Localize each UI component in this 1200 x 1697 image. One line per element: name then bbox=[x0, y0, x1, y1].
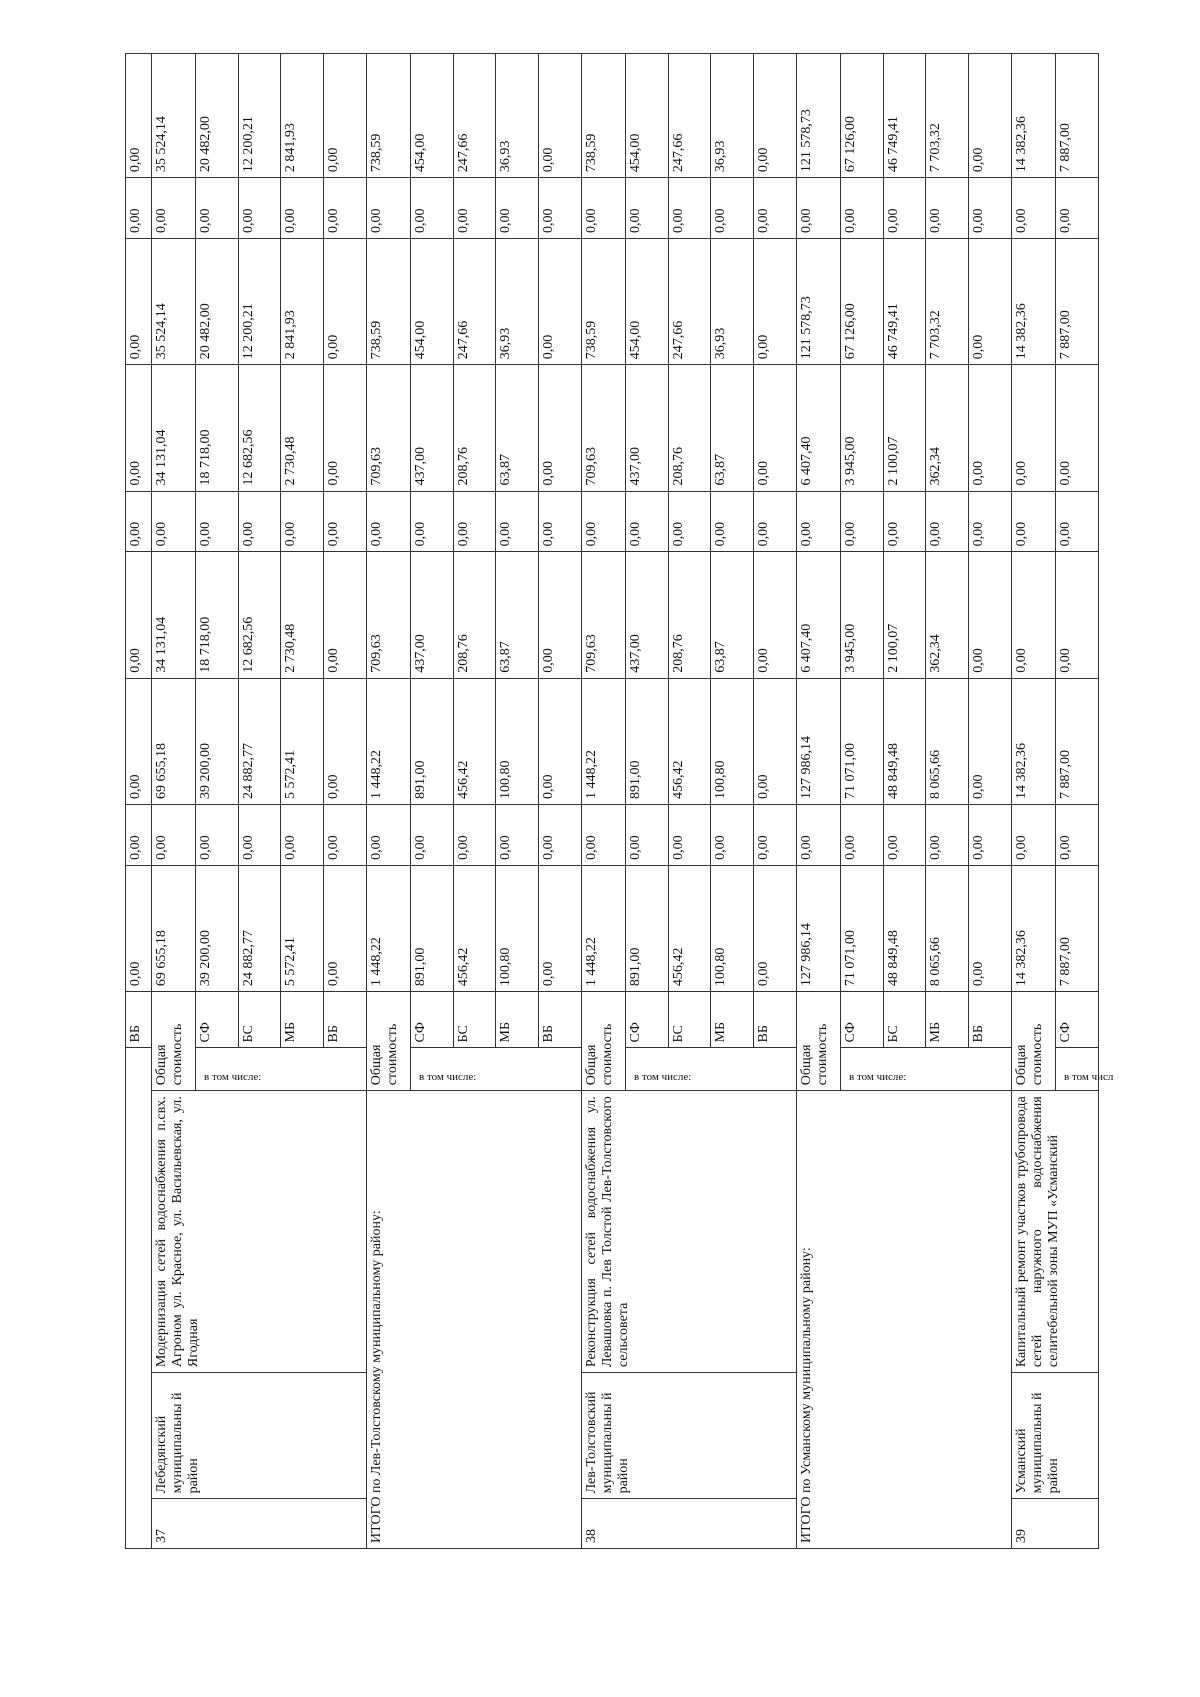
source-cell: БС bbox=[238, 992, 281, 1048]
itogo_lev-value-cell: 0,00 bbox=[539, 491, 582, 552]
row37-value-cell: 0,00 bbox=[323, 365, 366, 491]
row37-value-cell: 0,00 bbox=[238, 491, 281, 552]
including-label-cell bbox=[411, 1048, 581, 1091]
itogo_lev-value-cell: 1 448,22 bbox=[366, 865, 411, 991]
itogo_lev-value-cell: 247,66 bbox=[453, 54, 496, 178]
source-cell: БС bbox=[883, 992, 926, 1048]
prev-blank-cell bbox=[126, 1048, 152, 1549]
row37-value-cell: 35 524,14 bbox=[151, 54, 196, 178]
row38-value-cell: 0,00 bbox=[754, 178, 797, 239]
total-cost-label: Общая стоимость bbox=[1011, 992, 1056, 1091]
itogo_lev-value-cell: 63,87 bbox=[496, 552, 539, 678]
prev-value-cell: 0,00 bbox=[126, 365, 152, 491]
row37-value-cell: 2 730,48 bbox=[281, 552, 324, 678]
row38-value-cell: 0,00 bbox=[754, 804, 797, 865]
row37-value-cell: 0,00 bbox=[323, 804, 366, 865]
row38-value-cell: 0,00 bbox=[754, 365, 797, 491]
row39-value-cell: 14 382,36 bbox=[1011, 678, 1056, 804]
itogo_usman-value-cell: 46 749,41 bbox=[883, 239, 926, 365]
row39-value-cell: 7 887,00 bbox=[1056, 678, 1099, 804]
row38-value-cell: 247,66 bbox=[668, 54, 711, 178]
itogo_usman-value-cell: 2 100,07 bbox=[883, 365, 926, 491]
row37-value-cell: 12 200,21 bbox=[238, 239, 281, 365]
district-name: Усманский муниципальны й район bbox=[1011, 1373, 1098, 1499]
itogo_lev-value-cell: 0,00 bbox=[366, 491, 411, 552]
source-cell: ВБ bbox=[969, 992, 1012, 1048]
row38-value-cell: 0,00 bbox=[626, 804, 669, 865]
including-label-cell bbox=[1056, 1048, 1114, 1091]
itogo_lev-value-cell: 0,00 bbox=[366, 178, 411, 239]
row37-value-cell: 0,00 bbox=[238, 804, 281, 865]
table-body bbox=[126, 54, 1114, 1549]
row38-value-cell: 0,00 bbox=[711, 804, 754, 865]
row37-value-cell: 0,00 bbox=[323, 54, 366, 178]
row39-value-cell: 0,00 bbox=[1056, 178, 1099, 239]
itogo_lev-value-cell: 1 448,22 bbox=[366, 678, 411, 804]
itogo_lev-value-cell: 208,76 bbox=[453, 552, 496, 678]
source-cell: МБ bbox=[926, 992, 969, 1048]
prev-value-cell: 0,00 bbox=[126, 865, 152, 991]
row37-value-cell: 5 572,41 bbox=[281, 865, 324, 991]
itogo_lev-value-cell: 709,63 bbox=[366, 365, 411, 491]
itogo_usman-value-cell: 3 945,00 bbox=[841, 552, 884, 678]
itogo_lev-value-cell: 0,00 bbox=[539, 365, 582, 491]
itogo_usman-value-cell: 0,00 bbox=[969, 365, 1012, 491]
row37-value-cell: 2 841,93 bbox=[281, 239, 324, 365]
district-name: Лев-Толстовский муниципальны й район bbox=[581, 1373, 796, 1499]
prev-value-cell: 0,00 bbox=[126, 552, 152, 678]
source-cell: БС bbox=[668, 992, 711, 1048]
row38-value-cell: 247,66 bbox=[668, 239, 711, 365]
total-cost-label: Общая стоимость bbox=[151, 992, 196, 1091]
row37-value-cell: 0,00 bbox=[196, 178, 239, 239]
itogo_usman-value-cell: 127 986,14 bbox=[796, 678, 841, 804]
row39-value-cell: 7 887,00 bbox=[1056, 54, 1099, 178]
itogo_lev-value-cell: 456,42 bbox=[453, 678, 496, 804]
prev-value-cell: 0,00 bbox=[126, 239, 152, 365]
row38-value-cell: 709,63 bbox=[581, 365, 626, 491]
itogo_lev-value-cell: 0,00 bbox=[411, 804, 454, 865]
row38-value-cell: 891,00 bbox=[626, 865, 669, 991]
row38-value-cell: 738,59 bbox=[581, 54, 626, 178]
row38-total-row bbox=[581, 54, 626, 1549]
itogo_usman-value-cell: 121 578,73 bbox=[796, 239, 841, 365]
source-cell: ВБ bbox=[754, 992, 797, 1048]
row39-value-cell: 14 382,36 bbox=[1011, 865, 1056, 991]
row39-value-cell: 7 887,00 bbox=[1056, 239, 1099, 365]
itogo_lev-value-cell: 891,00 bbox=[411, 678, 454, 804]
itogo_usman-value-cell: 7 703,32 bbox=[926, 54, 969, 178]
source-cell: СФ bbox=[626, 992, 669, 1048]
row38-value-cell: 63,87 bbox=[711, 552, 754, 678]
row39-value-cell: 0,00 bbox=[1011, 178, 1056, 239]
itogo_lev-value-cell: 437,00 bbox=[411, 552, 454, 678]
row37-value-cell: 12 682,56 bbox=[238, 552, 281, 678]
itogo_lev-value-cell: 738,59 bbox=[366, 54, 411, 178]
source-cell: МБ bbox=[281, 992, 324, 1048]
including-label: в том числе: bbox=[419, 1071, 477, 1084]
row39-value-cell: 7 887,00 bbox=[1056, 865, 1099, 991]
row37-value-cell: 34 131,04 bbox=[151, 552, 196, 678]
row38-value-cell: 63,87 bbox=[711, 365, 754, 491]
total-cost-label: Общая стоимость bbox=[796, 992, 841, 1091]
row37-value-cell: 12 200,21 bbox=[238, 54, 281, 178]
itogo_usman-value-cell: 48 849,48 bbox=[883, 678, 926, 804]
itogo_lev-value-cell: 100,80 bbox=[496, 678, 539, 804]
row37-value-cell: 12 682,56 bbox=[238, 365, 281, 491]
prev-value-cell: 0,00 bbox=[126, 54, 152, 178]
row38-value-cell: 1 448,22 bbox=[581, 865, 626, 991]
itogo_usman-value-cell: 362,34 bbox=[926, 552, 969, 678]
item-number: 38 bbox=[581, 1499, 796, 1549]
itogo_lev-value-cell: 0,00 bbox=[366, 804, 411, 865]
row37-value-cell: 5 572,41 bbox=[281, 678, 324, 804]
source-cell: БС bbox=[453, 992, 496, 1048]
row38-value-cell: 0,00 bbox=[754, 491, 797, 552]
itogo_lev-value-cell: 454,00 bbox=[411, 54, 454, 178]
object-description: Реконструкция сетей водоснабжения ул. Левашовка п. Лев Толстой Лев-Толстовского сельсовета bbox=[581, 1091, 796, 1373]
row37-value-cell: 0,00 bbox=[323, 178, 366, 239]
object-description: Капитальный ремонт участков трубопровода сетей наружного водоснабжения селитебельной зоны МУП «Усманский bbox=[1011, 1091, 1098, 1373]
row39-value-cell: 0,00 bbox=[1011, 552, 1056, 678]
itogo_lev-value-cell: 0,00 bbox=[411, 178, 454, 239]
itogo_lev-value-cell: 0,00 bbox=[539, 54, 582, 178]
row37-value-cell: 18 718,00 bbox=[196, 365, 239, 491]
row37-value-cell: 69 655,18 bbox=[151, 678, 196, 804]
itogo_lev-value-cell: 63,87 bbox=[496, 365, 539, 491]
row37-value-cell: 24 882,77 bbox=[238, 865, 281, 991]
itogo_lev-value-cell: 208,76 bbox=[453, 365, 496, 491]
row39-value-cell: 0,00 bbox=[1056, 552, 1099, 678]
itogo_lev-value-cell: 0,00 bbox=[453, 178, 496, 239]
row37-value-cell: 0,00 bbox=[196, 491, 239, 552]
including-label-cell bbox=[841, 1048, 1011, 1091]
row37-value-cell: 0,00 bbox=[281, 804, 324, 865]
itogo_lev-total-row bbox=[366, 54, 411, 1549]
row38-value-cell: 0,00 bbox=[668, 491, 711, 552]
itogo_usman-value-cell: 0,00 bbox=[796, 491, 841, 552]
row38-value-cell: 0,00 bbox=[754, 239, 797, 365]
itogo_usman-total-row bbox=[796, 54, 841, 1549]
row37-value-cell: 39 200,00 bbox=[196, 678, 239, 804]
row38-value-cell: 891,00 bbox=[626, 678, 669, 804]
row37-value-cell: 0,00 bbox=[238, 178, 281, 239]
total-cost-label: Общая стоимость bbox=[581, 992, 626, 1091]
row37-value-cell: 20 482,00 bbox=[196, 54, 239, 178]
prev-value-cell: 0,00 bbox=[126, 804, 152, 865]
row39-value-cell: 14 382,36 bbox=[1011, 54, 1056, 178]
itogo_usman-value-cell: 0,00 bbox=[969, 491, 1012, 552]
row37-value-cell: 18 718,00 bbox=[196, 552, 239, 678]
itogo_usman-value-cell: 0,00 bbox=[841, 804, 884, 865]
source-cell: СФ bbox=[1056, 992, 1099, 1048]
itogo_usman-value-cell: 48 849,48 bbox=[883, 865, 926, 991]
itogo_usman-value-cell: 0,00 bbox=[883, 804, 926, 865]
row38-value-cell: 454,00 bbox=[626, 239, 669, 365]
row39-value-cell: 0,00 bbox=[1056, 491, 1099, 552]
prev-value-cell: 0,00 bbox=[126, 678, 152, 804]
itogo_usman-value-cell: 0,00 bbox=[969, 678, 1012, 804]
source-cell: ВБ bbox=[539, 992, 582, 1048]
itogo_lev-value-cell: 0,00 bbox=[539, 239, 582, 365]
row37-value-cell: 0,00 bbox=[281, 178, 324, 239]
row37-value-cell: 0,00 bbox=[151, 804, 196, 865]
row37-value-cell: 0,00 bbox=[323, 239, 366, 365]
itogo_lev-value-cell: 456,42 bbox=[453, 865, 496, 991]
row38-value-cell: 0,00 bbox=[711, 178, 754, 239]
itogo_lev-value-cell: 247,66 bbox=[453, 239, 496, 365]
rotated-table-frame bbox=[125, 53, 1114, 1549]
itogo_usman-value-cell: 8 065,66 bbox=[926, 678, 969, 804]
itogo_lev-value-cell: 437,00 bbox=[411, 365, 454, 491]
row38-value-cell: 0,00 bbox=[754, 552, 797, 678]
source-cell: ВБ bbox=[323, 992, 366, 1048]
object-description: Модернизация сетей водоснабжения п.свх. Агроном ул. Красное, ул. Васильевская, ул. Ягодная bbox=[151, 1091, 366, 1373]
itogo_usman-value-cell: 46 749,41 bbox=[883, 54, 926, 178]
row38-value-cell: 0,00 bbox=[754, 678, 797, 804]
itogo_usman-value-cell: 0,00 bbox=[926, 178, 969, 239]
itogo_usman-value-cell: 67 126,00 bbox=[841, 239, 884, 365]
itogo_usman-value-cell: 0,00 bbox=[969, 804, 1012, 865]
source-cell: МБ bbox=[711, 992, 754, 1048]
row37-value-cell: 35 524,14 bbox=[151, 239, 196, 365]
itogo_usman-value-cell: 0,00 bbox=[969, 865, 1012, 991]
row39-value-cell: 0,00 bbox=[1011, 365, 1056, 491]
item-number: 37 bbox=[151, 1499, 366, 1549]
item-number: 39 bbox=[1011, 1499, 1098, 1549]
itogo_lev-value-cell: 0,00 bbox=[411, 491, 454, 552]
row38-value-cell: 36,93 bbox=[711, 239, 754, 365]
itogo_lev-value-cell: 0,00 bbox=[539, 552, 582, 678]
itogo_usman-value-cell: 0,00 bbox=[883, 178, 926, 239]
row37-value-cell: 0,00 bbox=[323, 552, 366, 678]
row37-value-cell: 69 655,18 bbox=[151, 865, 196, 991]
row38-value-cell: 100,80 bbox=[711, 865, 754, 991]
itogo_usman-value-cell: 0,00 bbox=[796, 178, 841, 239]
including-label: в том числе: bbox=[204, 1071, 262, 1084]
row38-value-cell: 0,00 bbox=[711, 491, 754, 552]
row38-value-cell: 0,00 bbox=[581, 804, 626, 865]
itogo_lev-value-cell: 0,00 bbox=[496, 804, 539, 865]
itogo_usman-value-cell: 127 986,14 bbox=[796, 865, 841, 991]
source-cell: СФ bbox=[411, 992, 454, 1048]
itogo_usman-value-cell: 0,00 bbox=[841, 178, 884, 239]
row37-value-cell: 0,00 bbox=[196, 804, 239, 865]
row38-value-cell: 456,42 bbox=[668, 865, 711, 991]
row37-value-cell: 0,00 bbox=[323, 491, 366, 552]
row37-value-cell: 2 841,93 bbox=[281, 54, 324, 178]
itogo_lev-value-cell: 36,93 bbox=[496, 239, 539, 365]
row38-value-cell: 454,00 bbox=[626, 54, 669, 178]
row37-total-row bbox=[151, 54, 196, 1549]
including-label: в том числе: bbox=[634, 1071, 692, 1084]
source-cell: СФ bbox=[196, 992, 239, 1048]
itogo_lev-value-cell: 36,93 bbox=[496, 54, 539, 178]
row38-value-cell: 0,00 bbox=[626, 491, 669, 552]
row39-total-row bbox=[1011, 54, 1056, 1549]
row37-value-cell: 34 131,04 bbox=[151, 365, 196, 491]
row37-value-cell: 24 882,77 bbox=[238, 678, 281, 804]
itogo_usman-value-cell: 3 945,00 bbox=[841, 365, 884, 491]
row38-value-cell: 208,76 bbox=[668, 552, 711, 678]
row38-value-cell: 0,00 bbox=[668, 804, 711, 865]
row38-value-cell: 437,00 bbox=[626, 365, 669, 491]
district-name: Лебедянский муниципальны й район bbox=[151, 1373, 366, 1499]
itogo_usman-value-cell: 121 578,73 bbox=[796, 54, 841, 178]
itogo_usman-value-cell: 0,00 bbox=[926, 804, 969, 865]
row37-value-cell: 0,00 bbox=[323, 865, 366, 991]
itogo_usman-value-cell: 362,34 bbox=[926, 365, 969, 491]
itogo_usman-value-cell: 71 071,00 bbox=[841, 865, 884, 991]
row38-value-cell: 456,42 bbox=[668, 678, 711, 804]
including-label: в том числе: bbox=[849, 1071, 907, 1084]
row38-value-cell: 709,63 bbox=[581, 552, 626, 678]
row37-value-cell: 0,00 bbox=[323, 678, 366, 804]
row39-value-cell: 14 382,36 bbox=[1011, 239, 1056, 365]
itogo_lev-value-cell: 738,59 bbox=[366, 239, 411, 365]
itogo_lev-value-cell: 0,00 bbox=[496, 491, 539, 552]
row39-value-cell: 0,00 bbox=[1011, 804, 1056, 865]
district-total-label: ИТОГО по Усманскому муниципальному району: bbox=[796, 1091, 1011, 1549]
including-label-cell bbox=[626, 1048, 796, 1091]
source-cell: СФ bbox=[841, 992, 884, 1048]
itogo_usman-value-cell: 0,00 bbox=[841, 491, 884, 552]
row38-value-cell: 437,00 bbox=[626, 552, 669, 678]
row37-value-cell: 20 482,00 bbox=[196, 239, 239, 365]
itogo_lev-value-cell: 891,00 bbox=[411, 865, 454, 991]
itogo_usman-value-cell: 67 126,00 bbox=[841, 54, 884, 178]
row39-value-cell: 0,00 bbox=[1011, 491, 1056, 552]
including-label: в том числ bbox=[1064, 1071, 1114, 1084]
itogo_usman-value-cell: 8 065,66 bbox=[926, 865, 969, 991]
row38-value-cell: 0,00 bbox=[581, 178, 626, 239]
itogo_lev-value-cell: 100,80 bbox=[496, 865, 539, 991]
row39-value-cell: 0,00 bbox=[1056, 365, 1099, 491]
row37-value-cell: 0,00 bbox=[151, 178, 196, 239]
itogo_usman-value-cell: 0,00 bbox=[969, 239, 1012, 365]
row38-value-cell: 36,93 bbox=[711, 54, 754, 178]
source-cell: ВБ bbox=[126, 992, 152, 1048]
prev-value-cell: 0,00 bbox=[126, 178, 152, 239]
itogo_lev-value-cell: 454,00 bbox=[411, 239, 454, 365]
itogo_lev-value-cell: 0,00 bbox=[453, 804, 496, 865]
itogo_usman-value-cell: 6 407,40 bbox=[796, 365, 841, 491]
itogo_usman-value-cell: 0,00 bbox=[883, 491, 926, 552]
itogo_usman-value-cell: 2 100,07 bbox=[883, 552, 926, 678]
funding-table bbox=[125, 53, 1114, 1549]
row37-value-cell: 2 730,48 bbox=[281, 365, 324, 491]
itogo_lev-value-cell: 709,63 bbox=[366, 552, 411, 678]
itogo_lev-value-cell: 0,00 bbox=[496, 178, 539, 239]
row38-value-cell: 1 448,22 bbox=[581, 678, 626, 804]
row39-value-cell: 0,00 bbox=[1056, 804, 1099, 865]
prev-value-cell: 0,00 bbox=[126, 491, 152, 552]
row38-value-cell: 0,00 bbox=[626, 178, 669, 239]
source-cell: МБ bbox=[496, 992, 539, 1048]
row38-value-cell: 208,76 bbox=[668, 365, 711, 491]
itogo_usman-value-cell: 71 071,00 bbox=[841, 678, 884, 804]
row37-value-cell: 0,00 bbox=[281, 491, 324, 552]
total-cost-label: Общая стоимость bbox=[366, 992, 411, 1091]
itogo_usman-value-cell: 0,00 bbox=[969, 552, 1012, 678]
district-total-label: ИТОГО по Лев-Толстовскому муниципальному району: bbox=[366, 1091, 581, 1549]
itogo_lev-value-cell: 0,00 bbox=[539, 865, 582, 991]
itogo_lev-value-cell: 0,00 bbox=[539, 178, 582, 239]
row38-value-cell: 738,59 bbox=[581, 239, 626, 365]
prev-page-row bbox=[126, 54, 152, 1549]
itogo_usman-value-cell: 0,00 bbox=[969, 178, 1012, 239]
itogo_usman-value-cell: 0,00 bbox=[969, 54, 1012, 178]
row37-value-cell: 0,00 bbox=[151, 491, 196, 552]
itogo_usman-value-cell: 6 407,40 bbox=[796, 552, 841, 678]
itogo_usman-value-cell: 0,00 bbox=[926, 491, 969, 552]
including-label-cell bbox=[196, 1048, 366, 1091]
itogo_usman-value-cell: 0,00 bbox=[796, 804, 841, 865]
row38-value-cell: 0,00 bbox=[668, 178, 711, 239]
row38-value-cell: 100,80 bbox=[711, 678, 754, 804]
itogo_lev-value-cell: 0,00 bbox=[539, 804, 582, 865]
row38-value-cell: 0,00 bbox=[581, 491, 626, 552]
itogo_lev-value-cell: 0,00 bbox=[539, 678, 582, 804]
row37-value-cell: 39 200,00 bbox=[196, 865, 239, 991]
itogo_usman-value-cell: 7 703,32 bbox=[926, 239, 969, 365]
row38-value-cell: 0,00 bbox=[754, 54, 797, 178]
row38-value-cell: 0,00 bbox=[754, 865, 797, 991]
itogo_lev-value-cell: 0,00 bbox=[453, 491, 496, 552]
